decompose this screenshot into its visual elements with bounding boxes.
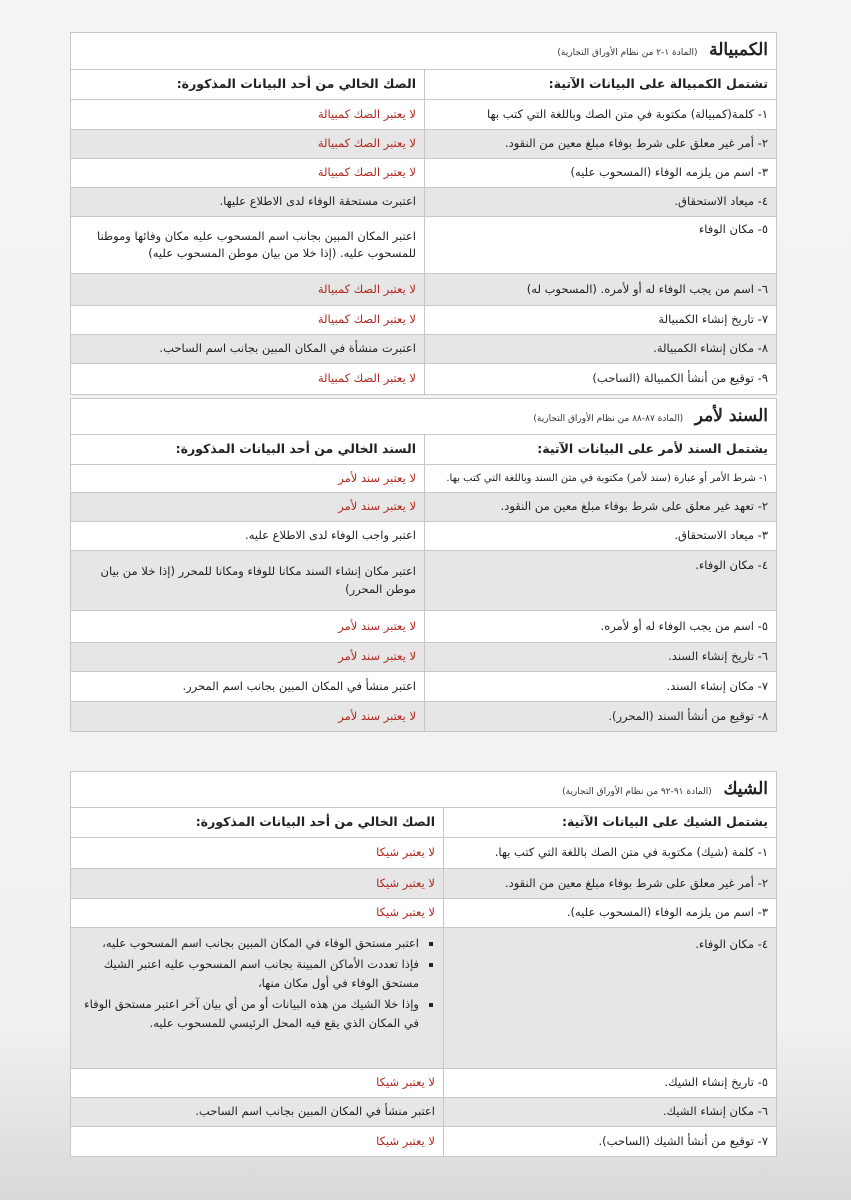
effect-cell: لا يعتبر الصك كمبيالة — [70, 130, 424, 159]
effect-cell: لا يعتبر سند لأمر — [70, 643, 424, 672]
item-cell: ٦- تاريخ إنشاء السند. — [425, 643, 777, 672]
effect-cell: اعتبر مكان إنشاء السند مكانا للوفاء ومكانا للمحرر (إذا خلا من بيان موطن المحرر) — [70, 551, 424, 611]
effect-cell: اعتبرت منشأة في المكان المبين بجانب اسم الساحب. — [70, 335, 424, 364]
sanad-col-left: السند الخالي من أحد البيانات المذكورة: — [70, 435, 424, 465]
effect-cell: لا يعتبر شيكا — [71, 1127, 444, 1157]
list-item: ▪ فإذا تعددت الأماكن المبينة بجانب اسم المسحوب عليه اعتبر الشيك مستحق الوفاء في أول مكان منها، — [79, 955, 419, 993]
table-row — [70, 188, 776, 217]
effect-cell: لا يعتبر سند لأمر — [70, 493, 424, 522]
item-cell: ٩- توقيع من أنشأ الكمبيالة (الساحب) — [425, 364, 777, 395]
place-bullets — [79, 934, 435, 1033]
kambiala-article: (المادة ١-٢ من نظام الأوراق التجارية) — [557, 48, 698, 59]
sanad-col-right: يشتمل السند لأمر على البيانات الآتية: — [425, 435, 777, 465]
item-cell: ٥- تاريخ إنشاء الشيك. — [444, 1069, 777, 1098]
effect-cell: لا يعتبر سند لأمر — [70, 465, 424, 493]
kambiala-col-left: الصك الخالي من أحد البيانات المذكورة: — [70, 70, 424, 100]
table-row — [70, 159, 776, 188]
table-row — [70, 643, 776, 672]
table-row — [71, 838, 777, 869]
effect-cell: لا يعتبر شيكا — [71, 869, 444, 899]
sanad-article: (المادة ٨٧-٨٨ من نظام الأوراق التجارية) — [533, 413, 684, 424]
list-item: ▪ اعتبر مستحق الوفاء في المكان المبين بجانب اسم المسحوب عليه، — [79, 934, 419, 953]
item-cell: ٤- مكان الوفاء. — [425, 551, 777, 611]
effect-cell: اعتبر منشأ في المكان المبين بجانب اسم الساحب. — [71, 1098, 444, 1127]
table-row — [70, 672, 776, 702]
table-row — [71, 1127, 777, 1157]
effect-cell — [71, 928, 444, 1069]
table-row — [70, 306, 776, 335]
table-row — [70, 335, 776, 364]
item-cell: ٧- مكان إنشاء السند. — [425, 672, 777, 702]
item-cell: ٦- اسم من يجب الوفاء له أو لأمره. (المسحوب له) — [425, 274, 777, 306]
table-row — [71, 869, 777, 899]
table-row — [70, 551, 776, 611]
kambiala-col-right: تشتمل الكمبيالة على البيانات الآتية: — [425, 70, 777, 100]
effect-cell: اعتبر منشأ في المكان المبين بجانب اسم المحرر. — [70, 672, 424, 702]
item-cell: ١- شرط الأمر أو عبارة (سند لأمر) مكتوبة في متن السند وباللغة التي كتب بها. — [425, 465, 777, 493]
cheque-table — [70, 771, 777, 1157]
item-cell: ٨- توقيع من أنشأ السند (المحرر). — [425, 702, 777, 732]
sanad-table — [70, 398, 777, 732]
kambiala-title-cell — [70, 33, 776, 70]
effect-cell: لا يعتبر سند لأمر — [70, 702, 424, 732]
item-cell: ٥- اسم من يجب الوفاء له أو لأمره. — [425, 611, 777, 643]
cheque-title-cell — [71, 772, 777, 808]
item-cell: ٤- مكان الوفاء. — [444, 928, 777, 1069]
effect-cell: لا يعتبر شيكا — [71, 899, 444, 928]
item-cell: ١- كلمة (شيك) مكتوبة في متن الصك باللغة التي كتب بها. — [444, 838, 777, 869]
item-cell: ٢- أمر غير معلق على شرط بوفاء مبلغ معين من النقود. — [444, 869, 777, 899]
cheque-col-left: الصك الخالي من أحد البيانات المذكورة: — [71, 808, 444, 838]
table-row — [71, 1069, 777, 1098]
table-row — [70, 522, 776, 551]
effect-cell: لا يعتبر الصك كمبيالة — [70, 159, 424, 188]
item-cell: ٥- مكان الوفاء — [425, 217, 777, 274]
item-cell: ٧- تاريخ إنشاء الكمبيالة — [425, 306, 777, 335]
table-row — [70, 274, 776, 306]
effect-cell: اعتبر المكان المبين بجانب اسم المسحوب عليه مكان وفائها وموطنا للمسحوب عليه. (إذا خلا من بيان موطن المسحوب عليه) — [70, 217, 424, 274]
item-cell: ٦- مكان إنشاء الشيك. — [444, 1098, 777, 1127]
effect-cell: لا يعتبر الصك كمبيالة — [70, 364, 424, 395]
table-row — [70, 217, 776, 274]
item-cell: ٣- اسم من يلزمه الوفاء (المسحوب عليه). — [444, 899, 777, 928]
effect-cell: لا يعتبر الصك كمبيالة — [70, 306, 424, 335]
kambiala-section — [71, 32, 777, 395]
table-row — [70, 702, 776, 732]
table-row — [71, 928, 777, 1069]
item-cell: ٢- تعهد غير معلق على شرط بوفاء مبلغ معين من النقود. — [425, 493, 777, 522]
sanad-section — [71, 398, 777, 732]
kambiala-table — [70, 32, 777, 395]
table-row — [70, 611, 776, 643]
kambiala-title: الكمبيالة — [709, 40, 768, 61]
cheque-title: الشيك — [723, 778, 768, 799]
effect-cell: لا يعتبر شيكا — [71, 838, 444, 869]
effect-cell: اعتبر واجب الوفاء لدى الاطلاع عليه. — [70, 522, 424, 551]
table-row — [70, 493, 776, 522]
item-cell: ٧- توقيع من أنشأ الشيك (الساحب). — [444, 1127, 777, 1157]
item-cell: ٨- مكان إنشاء الكمبيالة. — [425, 335, 777, 364]
table-row — [71, 1098, 777, 1127]
effect-cell: لا يعتبر شيكا — [71, 1069, 444, 1098]
item-cell: ٢- أمر غير معلق على شرط بوفاء مبلغ معين من النقود. — [425, 130, 777, 159]
item-cell: ١- كلمة(كمبيالة) مكتوبة في متن الصك وباللغة التي كتب بها — [425, 100, 777, 130]
table-row — [70, 364, 776, 395]
effect-cell: لا يعتبر الصك كمبيالة — [70, 100, 424, 130]
table-row — [71, 899, 777, 928]
table-row — [70, 100, 776, 130]
effect-cell: اعتبرت مستحقة الوفاء لدى الاطلاع عليها. — [70, 188, 424, 217]
item-cell: ٣- اسم من يلزمه الوفاء (المسحوب عليه) — [425, 159, 777, 188]
item-cell: ٤- ميعاد الاستحقاق. — [425, 188, 777, 217]
cheque-section — [71, 771, 777, 1157]
table-row — [70, 130, 776, 159]
effect-cell: لا يعتبر سند لأمر — [70, 611, 424, 643]
item-cell: ٣- ميعاد الاستحقاق. — [425, 522, 777, 551]
table-row — [70, 465, 776, 493]
sanad-title-cell — [70, 399, 776, 435]
effect-cell: لا يعتبر الصك كمبيالة — [70, 274, 424, 306]
sanad-title: السند لأمر — [694, 405, 768, 426]
cheque-article: (المادة ٩١-٩٢ من نظام الأوراق التجارية) — [562, 786, 712, 797]
cheque-col-right: يشتمل الشيك على البيانات الآتية: — [444, 808, 777, 838]
list-item: ▪ وإذا خلا الشيك من هذه البيانات أو من أي بيان آخر اعتبر مستحق الوفاء في المكان الذي يقع فيه المحل الرئيسي للمسحوب عليه. — [79, 995, 419, 1033]
